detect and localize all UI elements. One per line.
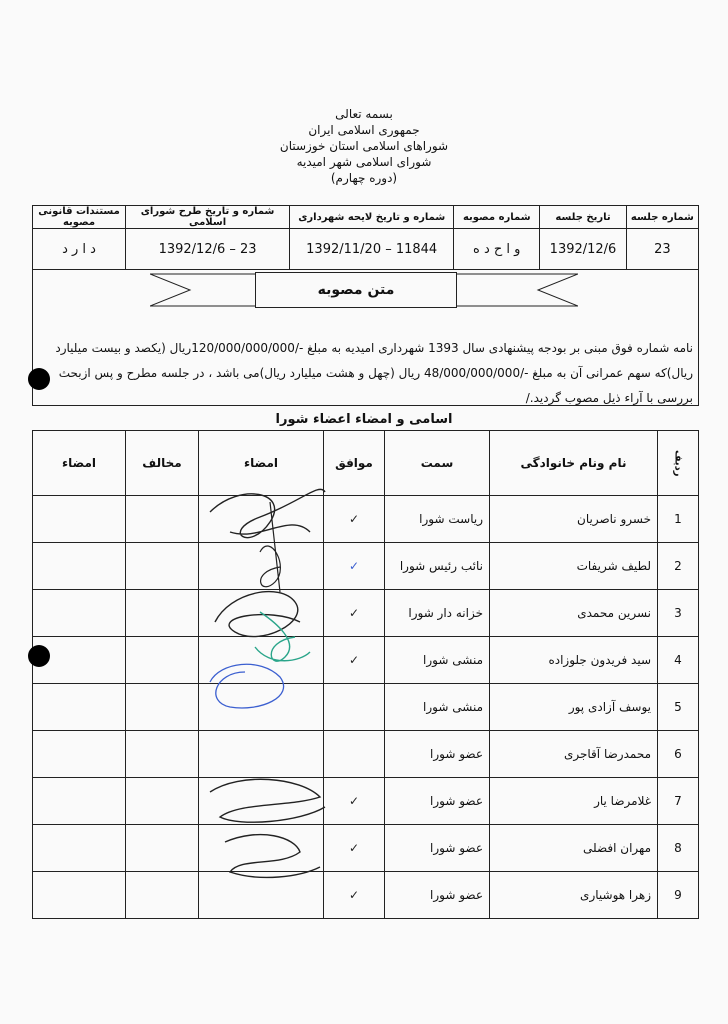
oppose-cell [126,778,199,825]
signature-oppose-cell [33,684,126,731]
member-position: خزانه دار شورا [385,590,490,637]
table-row [33,496,699,543]
member-name: نسرین محمدی [490,590,658,637]
signature-oppose-cell [33,496,126,543]
session-info-table [32,205,699,270]
row-number: 3 [658,590,699,637]
member-position: نائب رئیس شورا [385,543,490,590]
member-name: محمدرضا آقاجری [490,731,658,778]
member-name: مهران افضلی [490,825,658,872]
header-full-name: نام ونام خانوادگی [490,431,658,496]
signature-oppose-cell [33,872,126,919]
resolution-text [38,336,693,411]
table-row [33,543,699,590]
row-number: 8 [658,825,699,872]
agree-check: ✓ [324,872,385,919]
session-number: 23 [626,229,698,270]
member-position: عضو شورا [385,872,490,919]
header-line-2: جمهوری اسلامی ایران [308,123,420,137]
row-number: 2 [658,543,699,590]
oppose-cell [126,543,199,590]
resolution-number: و ا ح د ه [454,229,540,270]
letterhead [0,106,728,186]
table-row [33,872,699,919]
header-line-4: شورای اسلامی شهر امیدیه [296,155,432,169]
agree-check: ✓ [324,825,385,872]
oppose-cell [126,590,199,637]
oppose-cell [126,637,199,684]
signature-oppose-cell [33,543,126,590]
oppose-cell [126,825,199,872]
table-row [33,637,699,684]
header-line-5: (دوره چهارم) [330,171,398,185]
col-bill-number-date: شماره و تاریخ لایحه شهرداری [290,206,454,229]
col-plan-number-date: شماره و تاریخ طرح شورای اسلامی [126,206,290,229]
resolution-line-3: بررسی با آراء ذیل مصوب گردید./ [525,391,693,405]
member-name: غلامرضا یار [490,778,658,825]
row-number: 5 [658,684,699,731]
punch-hole [28,368,50,390]
header-position: سمت [385,431,490,496]
member-name: لطیف شریفات [490,543,658,590]
oppose-cell [126,496,199,543]
agree-check: ✓ [324,496,385,543]
agree-check: ✓ [324,778,385,825]
member-position: منشی شورا [385,637,490,684]
table-row [33,825,699,872]
resolution-title-bar [150,272,578,308]
session-date: 1392/12/6 [540,229,627,270]
table-row [33,684,699,731]
row-number: 4 [658,637,699,684]
row-number: 6 [658,731,699,778]
legal-basis: د ا ر د [33,229,126,270]
oppose-cell [126,872,199,919]
col-resolution-number: شماره مصوبه [454,206,540,229]
member-position: عضو شورا [385,731,490,778]
header-oppose: مخالف [126,431,199,496]
agree-check: ✓ [324,590,385,637]
plan-number-date: 1392/12/6 – 23 [126,229,290,270]
member-name: یوسف آزادی پور [490,684,658,731]
header-line-3: شوراهای اسلامی استان خوزستان [279,139,449,153]
members-title: اسامی و امضاء اعضاء شورا [275,412,453,427]
oppose-cell [126,684,199,731]
punch-hole [28,645,50,667]
header-agree: موافق [324,431,385,496]
resolution-line-1: نامه شماره فوق مبنی بر بودجه پیشنهادی سال 1393 شهرداری امیدیه به مبلغ -/120/000/000/000ریال (یکصد و بیست میلیارد [55,341,693,355]
signature-oppose-cell [33,731,126,778]
row-number: 7 [658,778,699,825]
member-position: منشی شورا [385,684,490,731]
signature-oppose-cell [33,825,126,872]
resolution-line-2: ریال)که سهم عمرانی آن به مبلغ -/48/000/000/000 ریال (چهل و هشت میلیارد ریال)می باشد ، در جلسه مطرح و پس ازبحث [58,366,693,380]
col-session-number: شماره جلسه [626,206,698,229]
row-number: 1 [658,496,699,543]
table-row [33,778,699,825]
row-number: 9 [658,872,699,919]
header-signature-oppose: امضاء [33,431,126,496]
bill-number-date: 1392/11/20 – 11844 [290,229,454,270]
col-legal-basis: مستندات قانونی مصوبه [33,206,126,229]
resolution-title: متن مصوبه [255,272,457,308]
signature-oppose-cell [33,590,126,637]
member-name: زهرا هوشیاری [490,872,658,919]
table-row [33,731,699,778]
oppose-cell [126,731,199,778]
col-session-date: تاریخ جلسه [540,206,627,229]
table-row [33,590,699,637]
agree-check: ✓ [324,637,385,684]
members-table [32,430,699,919]
header-row-number: ردیف [658,431,699,496]
signature-oppose-cell [33,778,126,825]
member-position: عضو شورا [385,825,490,872]
member-position: ریاست شورا [385,496,490,543]
handwritten-signatures [200,472,340,902]
header-line-1: بسمه تعالی [335,107,393,121]
agree-check: ✓ [324,543,385,590]
member-name: سید فریدون جلوزاده [490,637,658,684]
header-signature-agree: امضاء [199,431,324,496]
member-position: عضو شورا [385,778,490,825]
member-name: خسرو ناصریان [490,496,658,543]
